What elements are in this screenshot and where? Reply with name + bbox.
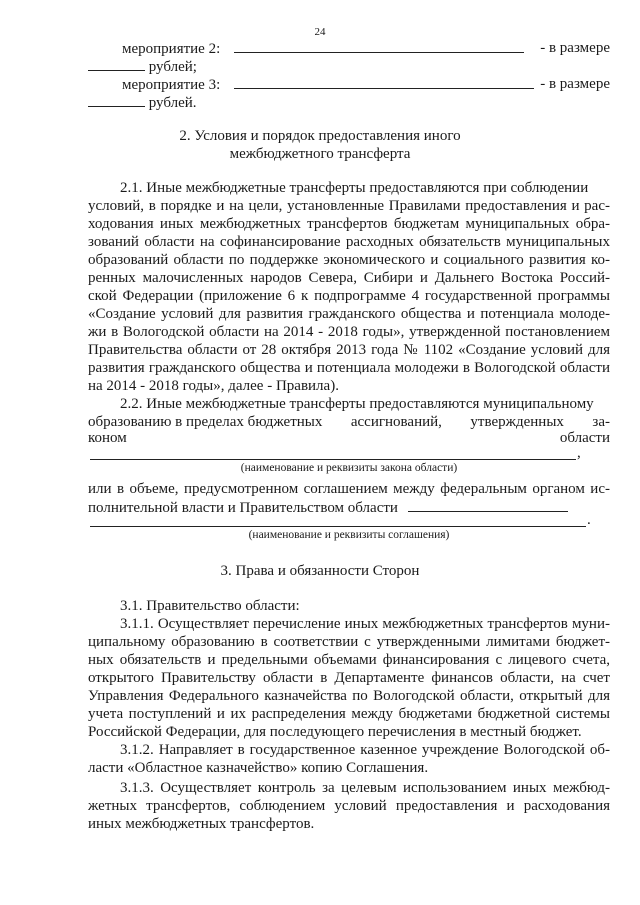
event-2-rubles: рублей; [148,59,197,75]
page-number: 24 [314,26,326,38]
event-2-line [122,40,610,58]
event-2-amount-label: - в размере [540,40,610,56]
event-3-line [122,76,610,94]
agreement-blank-line [90,526,586,527]
law-caption: (наименование и реквизиты закона области) [240,462,458,474]
paragraph-2-1-line: зований области на софинансирование расходных обязательств муниципальных [88,234,610,250]
event-3-label: мероприятие 3: [122,77,221,93]
paragraph-2-1-line: развития гражданского общества и потенциала молодежи в Вологодской области [88,360,610,376]
paragraph-3-1-1-line: Российской Федерации, для последующего перечисления в местный бюджет. [88,724,582,740]
section-2-title: 2. Условия и порядок предоставления иного [179,128,461,144]
event-3-amount-label: - в размере [540,76,610,92]
paragraph-2-2-word: ассигнований, [350,414,442,430]
event-3-rubles-line [88,94,610,112]
paragraph-3-1-1-line: Управления Федерального казначейства по Вологодской области, открытый для [88,688,610,704]
paragraph-2-2-word: утвержденных [470,414,564,430]
paragraph-2-2-line: 2.2. Иные межбюджетные трансферты предоставляются муниципальному [120,396,594,412]
paragraph-2-2-word: за- [592,414,610,430]
paragraph-2-2-line [88,499,610,517]
paragraph-2-1-line: на 2014 - 2018 годы», далее - Правила). [88,378,339,394]
paragraph-3-1-2-line: ласти «Областное казначейство» копию Соглашения. [88,760,429,776]
paragraph-2-1-line: ренных малочисленных народов Севера, Сибири и Дальнего Востока Россий- [88,270,610,286]
paragraph-2-2-line [88,430,610,447]
event-2-label: мероприятие 2: [122,41,221,57]
paragraph-3-1: 3.1. Правительство области: [120,598,300,614]
paragraph-2-1-line: «Создание условий для развития гражданского общества и потенциала молоде- [88,306,610,322]
paragraph-3-1-3-line: иных межбюджетных трансфертов. [88,816,315,832]
document-page: 24 мероприятие 2: - в размере рублей; мероприятие 3: - в размере рублей. 2. Условия и порядок предоставления иного межбюджетного трансферта 2.1. Иные межбюджетные трансферты предоставляются при соблюдении условий, в порядке и на цели, установленные Правилами предоставления и рас- ходования иных межбюджетных трансфертов бюджетам муниципальных обра- зований области на софинансирование расходных обязательств муниципальных образований области по поддержке экономического и социального развития ко- ренных малочисленных народов Севера, Сибири и Дальнего Востока Россий- ской Федерации (приложение 6 к подпрограмме 4 государственной программы «Создание условий для развития гражданского общества и потенциала молоде- жи в Вологодской области на 2014 - 2018 годы», утвержденной постановлением Правительства области от 28 октября 2013 года № 1102 «Создание условий для развития гражданского общества и потенциала молодежи в Вологодской области на 2014 - 2018 годы», далее - Правила). 2.2. Иные межбюджетные трансферты предоставляются муниципальному образованию в пределах бюджетных ассигнований, утвержденных за- коном области , (наименование и реквизиты закона области) или в объеме, предусмотренном соглашением между федеральным органом ис- полнительной власти и Правительством области . (наименование и реквизиты соглашения) 3. Права и обязанности Сторон 3.1. Правительство области: 3.1.1. Осуществляет перечисление иных межбюджетных трансфертов муни- ципальному образованию в соответствии с утвержденными лимитами бюджет- ных обязательств и предельными объемами финансирования с лицевого счета, открытого Правительству области в Департаменте финансов области, на счет Управления Федерального казначейства по Вологодской области, открытый для учета поступлений и их распределения между бюджетами бюджетной системы Российской Федерации, для последующего перечисления в местный бюджет. 3.1.2. Направляет в государственное казенное учреждение Вологодской об- ласти «Областное казначейство» копию Соглашения. 3.1.3. Осуществляет контроль за целевым использованием иных межбюд- жетных трансфертов, соблюдением условий предоставления и расходования иных межбюджетных трансфертов. [0,0,640,905]
event-3-blank [234,76,534,89]
event-2-blank [234,40,524,53]
paragraph-3-1-3-line: 3.1.3. Осуществляет контроль за целевым использованием иных межбюд- [120,780,610,796]
paragraph-2-1-line: ской Федерации (приложение 6 к подпрограмме 4 государственной программы [88,288,610,304]
paragraph-3-1-1-line: ных обязательств и предельными объемами финансирования с лицевого счета, [88,652,610,668]
paragraph-2-2-word: области [559,430,610,446]
agreement-caption: (наименование и реквизиты соглашения) [248,529,450,541]
paragraph-2-1-line: условий, в порядке и на цели, установленные Правилами предоставления и рас- [88,198,610,214]
paragraph-3-1-1-line: открытого Правительству области в Департаменте финансов области, на счет [88,670,610,686]
paragraph-2-1-line: 2.1. Иные межбюджетные трансферты предоставляются при соблюдении [120,180,589,196]
paragraph-3-1-1-line: ципальному образованию в соответствии с утвержденными лимитами бюджет- [88,634,610,650]
paragraph-2-2-word: коном [88,430,127,446]
paragraph-3-1-1-line: 3.1.1. Осуществляет перечисление иных межбюджетных трансфертов муни- [120,616,610,632]
section-2-subtitle: межбюджетного трансферта [229,146,411,162]
paragraph-2-2-word: образованию в пределах бюджетных [88,414,323,430]
event-2-rubles-blank [88,58,145,71]
paragraph-2-1-line: образований области по поддержке экономического и социального развития ко- [88,252,610,268]
paragraph-2-1-line: жи в Вологодской области на 2014 - 2018 годы», утвержденной постановлением [88,324,610,340]
event-3-rubles: рублей. [148,95,197,111]
event-2-rubles-line [88,58,610,76]
section-3-title: 3. Права и обязанности Сторон [220,563,420,579]
paragraph-2-1-line: Правительства области от 28 октября 2013 года № 1102 «Создание условий для [88,342,610,358]
paragraph-3-1-2-line: 3.1.2. Направляет в государственное казенное учреждение Вологодской об- [120,742,610,758]
paragraph-2-1-line: ходования иных межбюджетных трансфертов бюджетам муниципальных обра- [88,216,610,232]
paragraph-2-2-text: полнительной власти и Правительством области [88,500,398,516]
paragraph-3-1-3-line: жетных трансфертов, соблюдением условий предоставления и расходования [88,798,610,814]
paragraph-2-2-line [88,414,610,431]
event-3-rubles-blank [88,94,145,107]
law-blank-line [90,459,576,460]
paragraph-3-1-1-line: учета поступлений и их распределения между бюджетами бюджетной системы [88,706,610,722]
paragraph-2-2-line: или в объеме, предусмотренном соглашением между федеральным органом ис- [88,481,610,497]
agreement-inline-blank [408,499,568,512]
